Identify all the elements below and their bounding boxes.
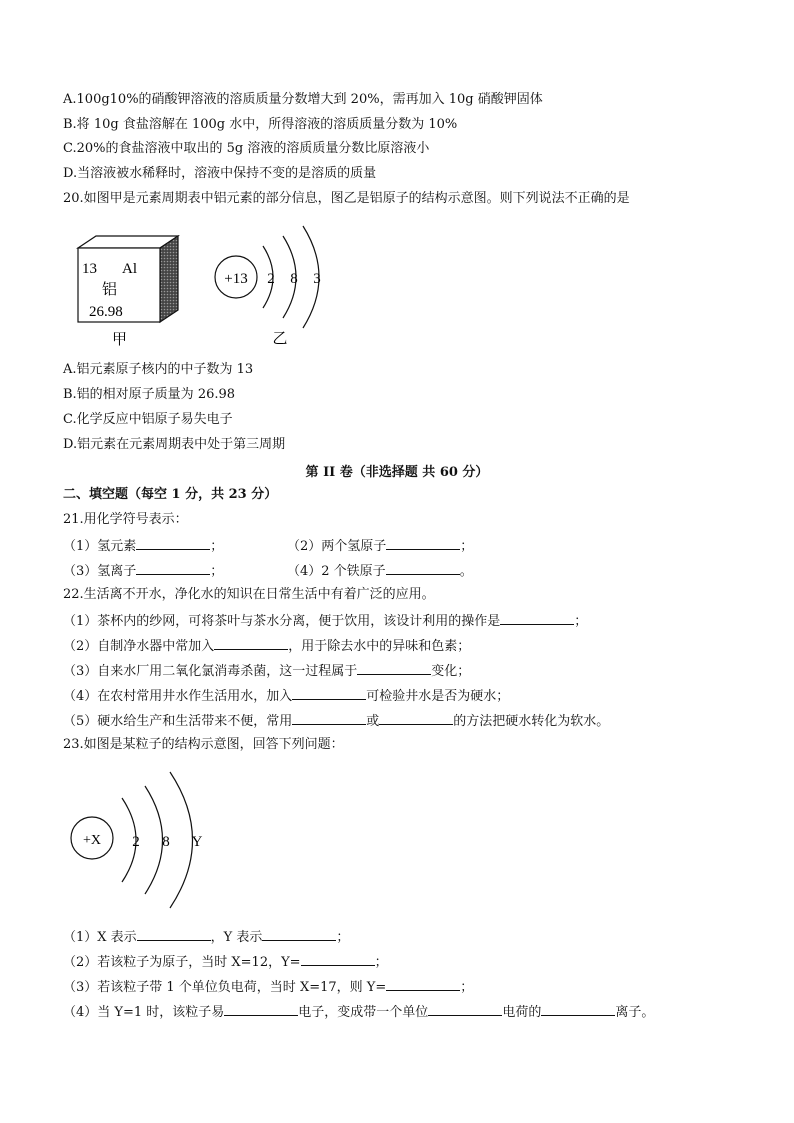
shell-electrons-3: 3 xyxy=(313,271,321,287)
answer-blank[interactable] xyxy=(386,977,460,991)
card-atomic-mass: 26.98 xyxy=(89,304,123,320)
q21-item-2 xyxy=(287,536,473,556)
q22-item-3 xyxy=(63,661,470,681)
electron-shell-3 xyxy=(170,772,193,908)
q21-item-3-text: （3）氢离子 xyxy=(63,564,137,579)
q22-item-2-text: （2）自制净水器中常加入 xyxy=(63,639,215,654)
q22-item-1-tail: ； xyxy=(574,614,588,629)
answer-blank[interactable] xyxy=(137,927,211,941)
q22-item-4-text: （4）在农村常用井水作生活用水，加入 xyxy=(63,689,293,704)
nucleus-charge: +X xyxy=(82,833,102,848)
q23-item-2-text: （2）若该粒子为原子，当时 X=12，Y= xyxy=(63,955,301,970)
answer-blank[interactable] xyxy=(386,561,460,575)
q23-item-4-mid2: 电荷的 xyxy=(502,1005,542,1020)
answer-blank[interactable] xyxy=(428,1002,502,1016)
answer-blank[interactable] xyxy=(500,611,574,625)
answer-blank[interactable] xyxy=(136,561,210,575)
q23-item-1-tail: ； xyxy=(336,930,350,945)
q23-item-2-tail: ； xyxy=(374,955,388,970)
q23-item-3 xyxy=(63,977,473,997)
q23-item-3-text: （3）若该粒子带 1 个单位负电荷，当时 X=17，则 Y= xyxy=(63,980,387,995)
answer-blank[interactable] xyxy=(292,711,366,725)
answer-blank[interactable] xyxy=(292,686,366,700)
q23-item-2 xyxy=(63,952,388,972)
q23-item-1 xyxy=(63,927,349,947)
q22-item-4-tail: 可检验井水是否为硬水； xyxy=(366,689,510,704)
answer-blank[interactable] xyxy=(541,1002,615,1016)
q22-item-2 xyxy=(63,636,470,656)
q23-item-1-mid: ，Y 表示 xyxy=(210,930,263,945)
part-two-title: 第 II 卷（非选择题 共 60 分） xyxy=(305,465,489,480)
shell-electrons-1: 2 xyxy=(267,271,275,287)
particle-structure-figure xyxy=(70,768,220,916)
q19-option-a: A.100g10%的硝酸钾溶液的溶质质量分数增大到 20%，需再加入 10g 硝酸钾固体 xyxy=(63,92,543,107)
q23-item-1-text: （1）X 表示 xyxy=(63,930,137,945)
q23-item-4-tail: 离子。 xyxy=(615,1005,655,1020)
card-atomic-number: 13 xyxy=(82,261,97,277)
section-two-title: 二、填空题（每空 1 分，共 23 分） xyxy=(63,487,278,502)
q19-option-b: B.将 10g 食盐溶解在 100g 水中，所得溶液的溶质质量分数为 10% xyxy=(63,117,458,132)
q21-item-3 xyxy=(63,561,223,581)
q23-item-4-mid1: 电子，变成带一个单位 xyxy=(298,1005,429,1020)
q22-item-1-text: （1）茶杯内的纱网，可将茶叶与茶水分离，便于饮用，该设计利用的操作是 xyxy=(63,614,501,629)
q21-item-4-text: （4）2 个铁原子 xyxy=(287,564,386,579)
q21-item-2-text: （2）两个氢原子 xyxy=(287,539,387,554)
q19-option-d: D.当溶液被水稀释时，溶液中保持不变的是溶质的质量 xyxy=(63,166,377,181)
card-element-symbol: Al xyxy=(122,261,137,277)
answer-blank[interactable] xyxy=(214,636,288,650)
q21-item-3-tail: ； xyxy=(210,564,224,579)
shell-electrons-2: 8 xyxy=(290,271,298,287)
q20-option-c: C.化学反应中铝原子易失电子 xyxy=(63,412,233,427)
shell-electrons-1: 2 xyxy=(132,834,140,850)
aluminum-atom-structure-figure xyxy=(205,222,335,348)
shell-electrons-3: Y xyxy=(191,834,203,850)
answer-blank[interactable] xyxy=(386,536,460,550)
q23-item-3-tail: ； xyxy=(460,980,474,995)
q20-stem: 20.如图甲是元素周期表中铝元素的部分信息，图乙是铝原子的结构示意图。则下列说法不正确的是 xyxy=(63,191,630,206)
q22-item-5-text: （5）硬水给生产和生活带来不便，常用 xyxy=(63,714,293,729)
q21-item-4-tail: 。 xyxy=(459,564,473,579)
q21-item-1 xyxy=(63,536,223,556)
q22-stem: 22.生活离不开水，净化水的知识在日常生活中有着广泛的应用。 xyxy=(63,587,435,602)
answer-blank[interactable] xyxy=(136,536,210,550)
answer-blank[interactable] xyxy=(379,711,453,725)
q22-item-4 xyxy=(63,686,509,706)
q22-item-5 xyxy=(63,711,609,731)
figure-caption-jia: 甲 xyxy=(112,332,128,348)
q23-item-4 xyxy=(63,1002,654,1022)
q22-item-3-tail: 变化； xyxy=(431,664,471,679)
q21-stem: 21.用化学符号表示： xyxy=(63,512,188,527)
figure-caption-yi: 乙 xyxy=(272,331,288,347)
answer-blank[interactable] xyxy=(301,952,375,966)
card-element-name: 铝 xyxy=(102,282,118,298)
q22-item-5-tail: 的方法把硬水转化为软水。 xyxy=(453,714,610,729)
answer-blank[interactable] xyxy=(262,927,336,941)
answer-blank[interactable] xyxy=(357,661,431,675)
q22-item-1 xyxy=(63,611,587,631)
card-side-face xyxy=(160,236,178,322)
q21-item-2-tail: ； xyxy=(460,539,474,554)
answer-blank[interactable] xyxy=(224,1002,298,1016)
q21-item-1-text: （1）氢元素 xyxy=(63,539,137,554)
q23-stem: 23.如图是某粒子的结构示意图，回答下列问题： xyxy=(63,737,344,752)
electron-shell-2 xyxy=(145,786,163,894)
q21-item-4 xyxy=(287,561,473,581)
aluminum-periodic-card-figure xyxy=(70,230,190,348)
q20-option-b: B.铝的相对原子质量为 26.98 xyxy=(63,387,236,402)
q23-item-4-text: （4）当 Y=1 时，该粒子易 xyxy=(63,1005,225,1020)
q21-item-1-tail: ； xyxy=(210,539,224,554)
q22-item-3-text: （3）自来水厂用二氧化氯消毒杀菌，这一过程属于 xyxy=(63,664,358,679)
q22-item-2-tail: ，用于除去水中的异味和色素； xyxy=(288,639,471,654)
q19-option-c: C.20%的食盐溶液中取出的 5g 溶液的溶质质量分数比原溶液小 xyxy=(63,141,430,156)
q20-option-a: A.铝元素原子核内的中子数为 13 xyxy=(63,362,254,377)
nucleus-charge: +13 xyxy=(224,271,248,287)
shell-electrons-2: 8 xyxy=(162,834,170,850)
q20-option-d: D.铝元素在元素周期表中处于第三周期 xyxy=(63,437,286,452)
q22-item-5-or: 或 xyxy=(366,714,380,729)
